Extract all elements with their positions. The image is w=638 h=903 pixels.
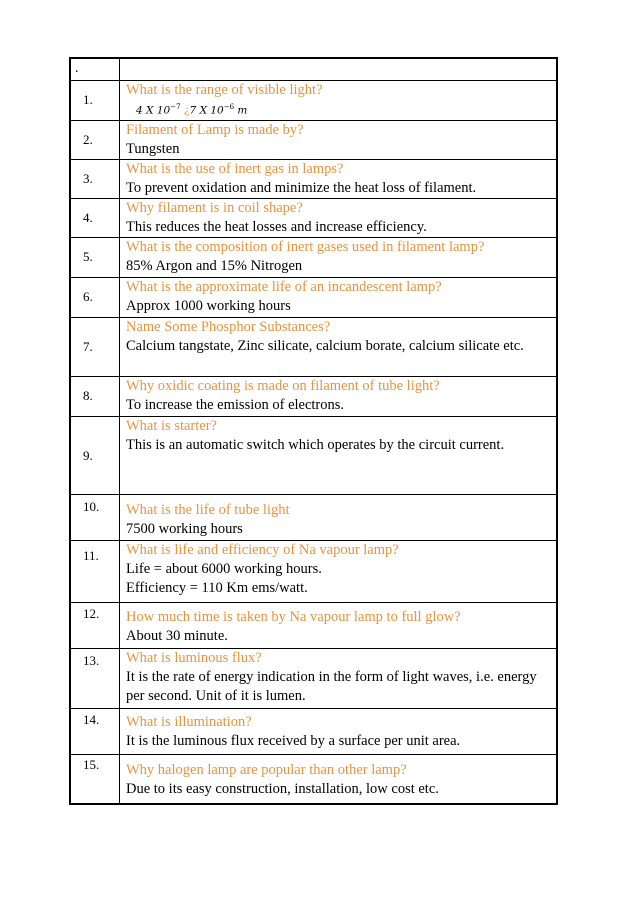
row-number: 4.: [83, 209, 93, 225]
question-text: What is the use of inert gas in lamps?: [126, 160, 344, 177]
question-text: How much time is taken by Na vapour lamp to full glow?: [126, 608, 461, 625]
answer-text: Approx 1000 working hours: [126, 297, 291, 314]
qa-table: [69, 57, 558, 805]
row-number-cell: [70, 80, 120, 120]
row-number-cell: [70, 494, 120, 540]
row-number: 12.: [83, 605, 100, 621]
row-number-cell: [70, 277, 120, 317]
answer-text: This is an automatic switch which operates by the circuit current.: [126, 436, 505, 453]
question-text: What is the composition of inert gases used in filament lamp?: [126, 238, 485, 255]
answer-text: 85% Argon and 15% Nitrogen: [126, 257, 303, 274]
row-number: 8.: [83, 387, 93, 403]
row-content-cell: [120, 754, 558, 804]
table-row: [70, 237, 557, 277]
question-text: Why halogen lamp are popular than other lamp?: [126, 761, 407, 778]
question-text: Filament of Lamp is made by?: [126, 121, 304, 138]
row-number-cell: [70, 376, 120, 416]
question-text: Why oxidic coating is made on filament of tube light?: [126, 377, 440, 394]
question-text: What is luminous flux?: [126, 649, 262, 666]
header-marker: .: [75, 61, 79, 76]
header-marker-cell: [70, 58, 120, 80]
answer-text: Life = about 6000 working hours.: [126, 560, 322, 577]
row-number: 3.: [83, 170, 93, 186]
row-number-cell: [70, 317, 120, 376]
question-text: What is illumination?: [126, 713, 252, 730]
table-row: [70, 708, 557, 754]
row-content-cell: [120, 708, 558, 754]
row-number: 1.: [83, 91, 93, 107]
table-row: [70, 416, 557, 494]
row-number: 7.: [83, 338, 93, 354]
answer-text: Tungsten: [126, 140, 180, 157]
row-content-cell: [120, 277, 558, 317]
table-row: [70, 120, 557, 159]
row-content-cell: [120, 198, 558, 237]
row-number: 6.: [83, 288, 93, 304]
question-text: Why filament is in coil shape?: [126, 199, 303, 216]
row-content-cell: [120, 416, 558, 494]
table-row: [70, 494, 557, 540]
row-content-cell: [120, 80, 558, 120]
table-row: [70, 540, 557, 602]
row-number-cell: [70, 602, 120, 648]
table-row: [70, 602, 557, 648]
row-content-cell: [120, 648, 558, 708]
header-empty-cell: [120, 58, 558, 80]
answer-text: It is the rate of energy indication in the form of light waves, i.e. energy per second. Unit of it is lumen.: [126, 668, 537, 704]
row-content-cell: [120, 602, 558, 648]
row-number: 13.: [83, 652, 100, 668]
question-text: What is the life of tube light: [126, 501, 290, 518]
row-content-cell: [120, 120, 558, 159]
question-text: What is the range of visible light?: [126, 81, 323, 98]
row-number: 15.: [83, 756, 100, 772]
row-content-cell: [120, 317, 558, 376]
answer-text: About 30 minute.: [126, 627, 228, 644]
question-text: Name Some Phosphor Substances?: [126, 318, 331, 335]
row-number-cell: [70, 159, 120, 198]
row-number-cell: [70, 416, 120, 494]
answer-text: To increase the emission of electrons.: [126, 396, 345, 413]
row-number: 14.: [83, 711, 100, 727]
answer-text: It is the luminous flux received by a surface per unit area.: [126, 732, 461, 749]
row-number-cell: [70, 237, 120, 277]
row-content-cell: [120, 237, 558, 277]
row-content-cell: [120, 159, 558, 198]
row-number-cell: [70, 120, 120, 159]
table-row: [70, 277, 557, 317]
table-row: [70, 159, 557, 198]
answer-formula: 4 X $10^{-7}$ ¿7 X $10^{-6}$ m: [136, 102, 248, 116]
row-content-cell: [120, 376, 558, 416]
row-number: 2.: [83, 131, 93, 147]
table-row: [70, 198, 557, 237]
row-number: 9.: [83, 447, 93, 463]
row-number-cell: [70, 708, 120, 754]
question-text: What is starter?: [126, 417, 217, 434]
row-number-cell: [70, 754, 120, 804]
question-text: What is life and efficiency of Na vapour lamp?: [126, 541, 399, 558]
table-row: [70, 80, 557, 120]
table-row: [70, 376, 557, 416]
answer-text: This reduces the heat losses and increase efficiency.: [126, 218, 427, 235]
answer-text: 7500 working hours: [126, 520, 243, 537]
row-number-cell: [70, 198, 120, 237]
row-number: 11.: [83, 547, 99, 563]
question-text: What is the approximate life of an incandescent lamp?: [126, 278, 442, 295]
table-row: [70, 754, 557, 804]
answer-text: Due to its easy construction, installation, low cost etc.: [126, 780, 439, 797]
answer-text: To prevent oxidation and minimize the heat loss of filament.: [126, 179, 477, 196]
answer-text-line-2: Efficiency = 110 Km ems/watt.: [126, 579, 308, 596]
row-number-cell: [70, 540, 120, 602]
row-content-cell: [120, 540, 558, 602]
table-header-row: [70, 58, 557, 80]
row-number: 5.: [83, 248, 93, 264]
table-row: [70, 648, 557, 708]
row-content-cell: [120, 494, 558, 540]
row-number: 10.: [83, 498, 100, 514]
table-row: [70, 317, 557, 376]
answer-text: Calcium tangstate, Zinc silicate, calcium borate, calcium silicate etc.: [126, 337, 524, 354]
row-number-cell: [70, 648, 120, 708]
